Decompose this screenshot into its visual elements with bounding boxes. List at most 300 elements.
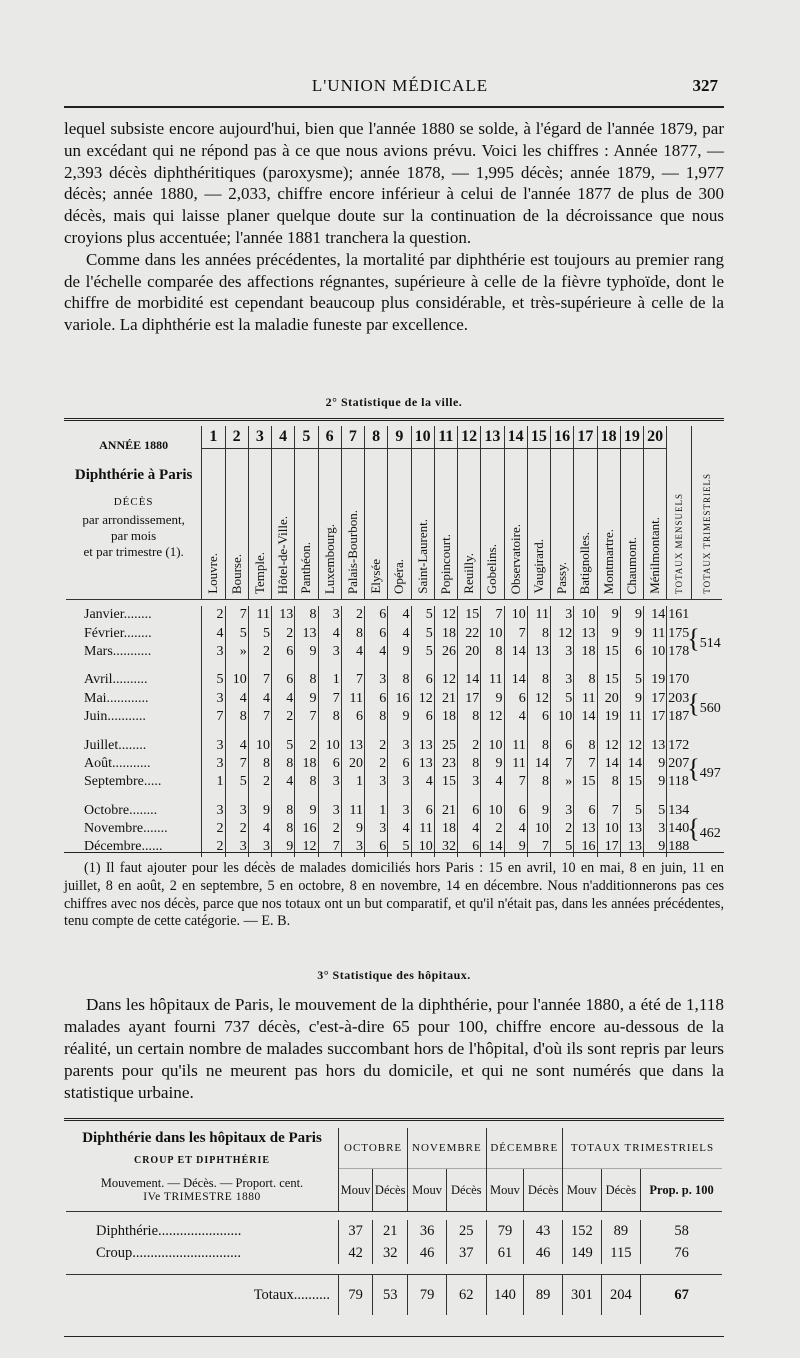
subheader: Mouv xyxy=(339,1169,373,1212)
cell-value: 13 xyxy=(574,820,597,838)
total-value: 53 xyxy=(373,1275,408,1316)
cell-value: 11 xyxy=(411,820,434,838)
arrondissement-name: Batignolles. xyxy=(577,531,593,594)
cell-value: 3 xyxy=(225,802,248,820)
cell-value: » xyxy=(551,773,574,801)
desc-line: par arrondissement, xyxy=(82,512,185,527)
table-row xyxy=(66,643,722,671)
subheader: Mouv xyxy=(408,1169,447,1212)
cell-value: 3 xyxy=(365,671,388,689)
cell-value: 3 xyxy=(225,838,248,856)
cell-value: 8 xyxy=(388,671,411,689)
cell-value: 2 xyxy=(365,736,388,754)
cell-value: 6 xyxy=(458,802,481,820)
cell-value: 3 xyxy=(388,802,411,820)
cell-value: 8 xyxy=(295,773,318,801)
cell-value: 4 xyxy=(504,820,527,838)
table-row xyxy=(66,606,722,624)
cell-value: 10 xyxy=(481,624,504,642)
cell-value: 9 xyxy=(248,802,271,820)
cell-value: 89 xyxy=(601,1220,641,1242)
cell-value: 6 xyxy=(411,802,434,820)
cell-value: 5 xyxy=(551,690,574,708)
cell-value: 7 xyxy=(341,671,364,689)
arrondissement-name: Passy. xyxy=(554,561,570,594)
column-name xyxy=(295,449,318,600)
cell-value: 10 xyxy=(481,736,504,754)
total-value: 301 xyxy=(562,1275,601,1316)
cell-value: 11 xyxy=(527,606,550,624)
cell-value: 37 xyxy=(339,1220,373,1242)
arrondissement-name: Gobelins. xyxy=(484,543,500,594)
column-name xyxy=(620,449,643,600)
cell-value: 3 xyxy=(202,690,225,708)
column-name xyxy=(504,449,527,600)
quarter-total xyxy=(687,736,722,801)
cell-value: 2 xyxy=(272,624,295,642)
cell-value: 13 xyxy=(411,755,434,773)
column-number: 13 xyxy=(481,426,504,449)
cell-value: 4 xyxy=(248,690,271,708)
cell-value: 12 xyxy=(411,690,434,708)
cell-value: 18 xyxy=(295,755,318,773)
total-value: 89 xyxy=(524,1275,563,1316)
arrondissement-name: Palais-Bourbon. xyxy=(344,509,360,594)
column-name xyxy=(644,449,667,600)
column-name xyxy=(318,449,341,600)
cell-value: 11 xyxy=(481,671,504,689)
cell-value: 15 xyxy=(597,671,620,689)
table2-bottom-rule xyxy=(64,1336,724,1337)
cell-value: 2 xyxy=(458,736,481,754)
group-header: TOTAUX TRIMESTRIELS xyxy=(562,1128,722,1169)
cell-value: 11 xyxy=(504,755,527,773)
cell-value: 6 xyxy=(620,643,643,671)
cell-value: 9 xyxy=(388,708,411,736)
cell-value: 3 xyxy=(644,820,667,838)
cell-value: 26 xyxy=(434,643,457,671)
cell-value: 5 xyxy=(272,736,295,754)
month-label: Janvier........ xyxy=(84,607,152,623)
totals-trimestriels-header xyxy=(691,426,722,600)
monthly-total: 178 xyxy=(667,643,692,671)
running-header xyxy=(0,76,800,100)
total-value: 62 xyxy=(446,1275,486,1316)
deaths-by-arrondissement-table xyxy=(66,426,722,857)
column-name xyxy=(527,449,550,600)
footnote xyxy=(64,860,724,931)
month-label: Juin........... xyxy=(84,709,146,725)
table2-period: IVe TRIMESTRE 1880 xyxy=(143,1191,261,1203)
quarter-total-value: 497 xyxy=(699,765,721,781)
cell-value: 4 xyxy=(341,643,364,671)
column-number: 6 xyxy=(318,426,341,449)
cell-value: 9 xyxy=(295,802,318,820)
cell-value: 15 xyxy=(574,773,597,801)
cell-value: 3 xyxy=(202,643,225,671)
cell-value: 9 xyxy=(295,690,318,708)
month-label: Avril.......... xyxy=(84,672,148,688)
column-number: 20 xyxy=(644,426,667,449)
cell-value: 8 xyxy=(248,755,271,773)
cell-value: » xyxy=(225,643,248,671)
cell-value: 5 xyxy=(248,624,271,642)
cell-value: 14 xyxy=(597,755,620,773)
column-number: 9 xyxy=(388,426,411,449)
cell-value: 5 xyxy=(202,671,225,689)
cell-value: 7 xyxy=(504,773,527,801)
cell-value: 23 xyxy=(434,755,457,773)
cell-value: 13 xyxy=(527,643,550,671)
arrondissement-name: Temple. xyxy=(251,551,267,594)
table-row xyxy=(66,1220,722,1242)
cell-value: 4 xyxy=(458,820,481,838)
cell-value: 9 xyxy=(295,643,318,671)
month-label: Octobre........ xyxy=(84,802,158,818)
cell-value: 2 xyxy=(481,820,504,838)
column-number: 16 xyxy=(551,426,574,449)
table-row xyxy=(66,1242,722,1264)
cell-value: 11 xyxy=(341,690,364,708)
cell-value: 9 xyxy=(644,838,667,856)
cell-value: 16 xyxy=(295,820,318,838)
cell-value: 8 xyxy=(272,755,295,773)
cell-value: 4 xyxy=(248,820,271,838)
cell-value: 18 xyxy=(434,624,457,642)
cell-value: 2 xyxy=(318,820,341,838)
cell-value: 4 xyxy=(365,643,388,671)
table-bottom-rule xyxy=(64,852,724,853)
quarter-total xyxy=(687,671,722,736)
cell-value: 12 xyxy=(620,736,643,754)
paragraph: Dans les hôpitaux de Paris, le mouvement de la diphthérie, pour l'année 1880, a été de 1,118 malades ayant fourni 737 décès, c'est-à-dire 65 pour 100, chiffre encore au-dessous de la réalité, un certain nombre de malades succombant hors de l'hôpital, d'où ils sont repris par leurs parents pour qu'ils ne meurent pas hors du domicile, et qui ne sont numérés que dans la statistique urbaine. xyxy=(64,995,724,1102)
paragraph: Comme dans les années précédentes, la mortalité par diphthérie est toujours au premier rang de l'échelle comparée des affections régnantes, supérieure à celle de la fièvre typhoïde, dont le chiffre de morbidité est cependant beaucoup plus considérable, et très-supérieure à celle de la variole. La diphthérie est la maladie funeste par excellence. xyxy=(64,249,724,335)
cell-value: 2 xyxy=(225,820,248,838)
cell-value: 2 xyxy=(202,606,225,624)
subheader: Mouv xyxy=(562,1169,601,1212)
month-label: Août........... xyxy=(84,755,151,771)
arrondissement-name: Hôtel-de-Ville. xyxy=(275,515,291,594)
table-row xyxy=(66,838,722,856)
cell-value: 6 xyxy=(388,755,411,773)
cell-value: 15 xyxy=(620,773,643,801)
cell-value: 5 xyxy=(225,624,248,642)
table-top-rule xyxy=(64,418,724,421)
arrondissement-name: Vaugirard. xyxy=(530,539,546,594)
quarter-total xyxy=(687,606,722,671)
cell-value: 76 xyxy=(641,1242,722,1264)
cell-value: 25 xyxy=(446,1220,486,1242)
cell-value: 6 xyxy=(504,690,527,708)
cell-value: 16 xyxy=(388,690,411,708)
cell-value: 6 xyxy=(551,736,574,754)
month-label: Décembre...... xyxy=(84,839,163,855)
cell-value: 19 xyxy=(644,671,667,689)
cell-value: 3 xyxy=(551,606,574,624)
total-value: 204 xyxy=(601,1275,641,1316)
cell-value: 149 xyxy=(562,1242,601,1264)
cell-value: 43 xyxy=(524,1220,563,1242)
table-row xyxy=(66,820,722,838)
cell-value: 6 xyxy=(272,643,295,671)
cell-value: 46 xyxy=(408,1242,447,1264)
cell-value: 9 xyxy=(481,690,504,708)
cell-value: 6 xyxy=(527,708,550,736)
group-header: NOVEMBRE xyxy=(408,1128,486,1169)
left-header-cell xyxy=(66,426,202,600)
column-name xyxy=(248,449,271,600)
cell-value: 8 xyxy=(527,671,550,689)
year-label: ANNÉE 1880 xyxy=(99,438,169,452)
cell-value: 3 xyxy=(388,736,411,754)
column-name xyxy=(202,449,225,600)
column-name xyxy=(225,449,248,600)
cell-value: 8 xyxy=(458,708,481,736)
cell-value: 32 xyxy=(434,838,457,856)
table-row xyxy=(66,802,722,820)
cell-value: 5 xyxy=(411,624,434,642)
cell-value: 5 xyxy=(551,838,574,856)
cell-value: 6 xyxy=(341,708,364,736)
cell-value: 13 xyxy=(295,624,318,642)
cell-value: 2 xyxy=(202,820,225,838)
cell-value: 4 xyxy=(272,773,295,801)
cell-value: 11 xyxy=(620,708,643,736)
cell-value: 3 xyxy=(318,606,341,624)
cell-value: 3 xyxy=(458,773,481,801)
column-name xyxy=(411,449,434,600)
cell-value: 2 xyxy=(202,838,225,856)
cell-value: 8 xyxy=(365,708,388,736)
totals-trimestriels-label: TOTAUX TRIMESTRIELS xyxy=(701,473,712,594)
column-name xyxy=(458,449,481,600)
monthly-total: 187 xyxy=(667,708,692,736)
cell-value: 4 xyxy=(504,708,527,736)
monthly-total: 172 xyxy=(667,736,692,754)
cell-value: 8 xyxy=(458,755,481,773)
cell-value: 14 xyxy=(481,838,504,856)
totals-mensuels-header xyxy=(667,426,692,600)
cell-value: 14 xyxy=(504,671,527,689)
cell-value: 15 xyxy=(458,606,481,624)
cell-value: 6 xyxy=(272,671,295,689)
cell-value: 5 xyxy=(225,773,248,801)
cell-value: 6 xyxy=(574,802,597,820)
column-number: 18 xyxy=(597,426,620,449)
cell-value: 13 xyxy=(620,820,643,838)
cell-value: 7 xyxy=(225,755,248,773)
cell-value: 6 xyxy=(411,671,434,689)
cell-value: 2 xyxy=(365,755,388,773)
group-header: DÉCEMBRE xyxy=(486,1128,562,1169)
column-number: 15 xyxy=(527,426,550,449)
monthly-total: 188 xyxy=(667,838,692,856)
monthly-total: 140 xyxy=(667,820,692,838)
cell-value: 8 xyxy=(527,624,550,642)
row-label: Croup.............................. xyxy=(96,1244,241,1261)
cell-value: 11 xyxy=(644,624,667,642)
quarter-brace: { xyxy=(687,688,700,718)
section-heading: 3° Statistique des hôpitaux. xyxy=(317,968,471,982)
arrondissement-name: Panthéon. xyxy=(298,542,314,594)
cell-value: 15 xyxy=(597,643,620,671)
section-heading: 2° Statistique de la ville. xyxy=(325,395,463,409)
table-row xyxy=(66,671,722,689)
cell-value: 15 xyxy=(434,773,457,801)
cell-value: 3 xyxy=(318,643,341,671)
cell-value: 4 xyxy=(388,624,411,642)
cell-value: 13 xyxy=(411,736,434,754)
quarter-brace: { xyxy=(687,814,700,844)
cell-value: 8 xyxy=(272,820,295,838)
cell-value: 4 xyxy=(318,624,341,642)
cell-value: 2 xyxy=(341,606,364,624)
table-row xyxy=(66,755,722,773)
cell-value: 36 xyxy=(408,1220,447,1242)
cell-value: 8 xyxy=(318,708,341,736)
month-label: Mai............ xyxy=(84,690,149,706)
desc-line: et par trimestre (1). xyxy=(83,544,184,559)
body-text-1 xyxy=(64,118,724,336)
cell-value: 10 xyxy=(248,736,271,754)
cell-value: 9 xyxy=(481,755,504,773)
quarter-total xyxy=(687,802,722,857)
cell-value: 5 xyxy=(644,802,667,820)
cell-value: 20 xyxy=(458,643,481,671)
cell-value: 10 xyxy=(504,606,527,624)
total-value: 140 xyxy=(486,1275,524,1316)
cell-value: 8 xyxy=(527,773,550,801)
cell-value: 8 xyxy=(225,708,248,736)
cell-value: 7 xyxy=(248,708,271,736)
cell-value: 11 xyxy=(341,802,364,820)
cell-value: 3 xyxy=(318,773,341,801)
cell-value: 10 xyxy=(225,671,248,689)
month-label: Novembre....... xyxy=(84,821,168,837)
cell-value: 13 xyxy=(341,736,364,754)
cell-value: 7 xyxy=(574,755,597,773)
subheader: Mouv xyxy=(486,1169,524,1212)
cell-value: 8 xyxy=(481,643,504,671)
totals-label: Totaux.......... xyxy=(253,1286,330,1303)
cell-value: 5 xyxy=(388,838,411,856)
cell-value: 79 xyxy=(486,1220,524,1242)
cell-value: 11 xyxy=(504,736,527,754)
cell-value: 7 xyxy=(225,606,248,624)
cell-value: 5 xyxy=(411,643,434,671)
cell-value: 18 xyxy=(434,820,457,838)
table2-desc: Mouvement. — Décès. — Proport. cent. xyxy=(100,1176,304,1190)
cell-value: 17 xyxy=(597,838,620,856)
cell-value: 5 xyxy=(411,606,434,624)
quarter-total-value: 560 xyxy=(699,700,721,716)
cell-value: 10 xyxy=(411,838,434,856)
month-label: Septembre..... xyxy=(84,774,162,790)
cell-value: 9 xyxy=(597,606,620,624)
table2-top-rule xyxy=(64,1118,724,1121)
cell-value: 7 xyxy=(597,802,620,820)
journal-title: L'UNION MÉDICALE xyxy=(311,76,489,95)
cell-value: 3 xyxy=(248,838,271,856)
cell-value: 21 xyxy=(373,1220,408,1242)
table2-subtitle: CROUP ET DIPHTHÉRIE xyxy=(133,1155,271,1166)
cell-value: 5 xyxy=(620,671,643,689)
cell-value: 8 xyxy=(574,671,597,689)
cell-value: 8 xyxy=(295,671,318,689)
cell-value: 8 xyxy=(341,624,364,642)
cell-value: 14 xyxy=(504,643,527,671)
cell-value: 3 xyxy=(551,643,574,671)
cell-value: 10 xyxy=(597,820,620,838)
column-name xyxy=(365,449,388,600)
cell-value: 3 xyxy=(202,755,225,773)
arrondissement-name: Elysée xyxy=(368,559,384,594)
month-label: Juillet........ xyxy=(84,737,147,753)
total-value: 67 xyxy=(641,1275,722,1316)
cell-value: 18 xyxy=(434,708,457,736)
column-number: 7 xyxy=(341,426,364,449)
cell-value: 9 xyxy=(504,838,527,856)
column-name xyxy=(597,449,620,600)
cell-value: 9 xyxy=(388,643,411,671)
deces-label: DÉCÈS xyxy=(113,496,154,508)
cell-value: 9 xyxy=(527,802,550,820)
cell-value: 9 xyxy=(644,755,667,773)
cell-value: 1 xyxy=(341,773,364,801)
cell-value: 3 xyxy=(318,802,341,820)
subheader: Décès xyxy=(524,1169,563,1212)
cell-value: 21 xyxy=(434,802,457,820)
cell-value: 7 xyxy=(551,755,574,773)
cell-value: 6 xyxy=(365,838,388,856)
cell-value: 4 xyxy=(272,690,295,708)
column-name xyxy=(388,449,411,600)
subheader: Prop. p. 100 xyxy=(641,1169,722,1212)
column-number: 4 xyxy=(272,426,295,449)
cell-value: 5 xyxy=(620,802,643,820)
footnote-text: (1) Il faut ajouter pour les décès de malades domiciliés hors Paris : 15 en avril, 10 en mai, 8 en juin, 11 en juillet, 8 en août, 2 en septembre, 5 en octobre, 8 en novembre, 14 en décembre. Nous n'additionnerons pas ces chiffres avec nos décès, parce que nos totaux ont un but comparatif, et qu'il n'était pas, dans les années précédentes, tenu compte de cette catégorie. — E. B. xyxy=(64,860,724,930)
cell-value: 1 xyxy=(365,802,388,820)
cell-value: 3 xyxy=(551,802,574,820)
cell-value: 13 xyxy=(644,736,667,754)
cell-value: 4 xyxy=(225,690,248,708)
arrondissement-name: Chaumont. xyxy=(623,536,639,594)
cell-value: 9 xyxy=(341,820,364,838)
page-number: 327 xyxy=(692,76,718,95)
cell-value: 9 xyxy=(620,690,643,708)
column-number: 5 xyxy=(295,426,318,449)
desc-line: par mois xyxy=(111,528,157,543)
cell-value: 32 xyxy=(373,1242,408,1264)
cell-value: 14 xyxy=(527,755,550,773)
table2-left-header xyxy=(66,1128,339,1212)
monthly-total: 207 xyxy=(667,755,692,773)
header-rule xyxy=(64,106,724,108)
monthly-total: 203 xyxy=(667,690,692,708)
cell-value: 6 xyxy=(365,624,388,642)
cell-value: 20 xyxy=(341,755,364,773)
quarter-total-value: 514 xyxy=(699,635,721,651)
cell-value: 3 xyxy=(341,838,364,856)
column-number: 2 xyxy=(225,426,248,449)
arrondissement-name: Montmartre. xyxy=(600,528,616,594)
cell-value: 1 xyxy=(202,773,225,801)
cell-value: 6 xyxy=(365,690,388,708)
subheader: Décès xyxy=(373,1169,408,1212)
cell-value: 14 xyxy=(644,606,667,624)
column-number: 14 xyxy=(504,426,527,449)
cell-value: 3 xyxy=(388,773,411,801)
